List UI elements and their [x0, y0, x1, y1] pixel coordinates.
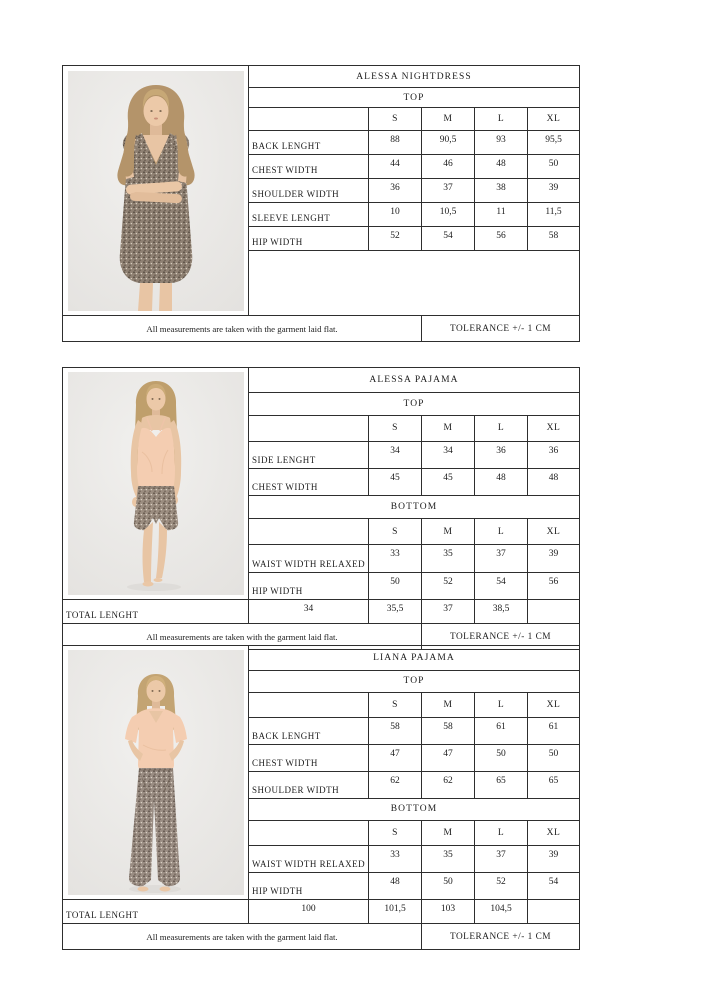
section-header: BOTTOM — [249, 496, 580, 519]
measurement-value: 52 — [369, 227, 422, 251]
size-header: M — [422, 820, 475, 846]
size-header: XL — [528, 820, 580, 846]
size-table — [62, 367, 580, 650]
measurement-value: 34 — [249, 600, 369, 624]
measurement-value: 36 — [475, 441, 528, 468]
measurement-value: 58 — [528, 227, 580, 251]
measurement-value: 33 — [369, 545, 422, 572]
measurement-value: 39 — [528, 846, 580, 873]
measurement-value: 10 — [369, 203, 422, 227]
measurement-value: 50 — [528, 155, 580, 179]
measurement-label: CHEST WIDTH — [249, 469, 369, 496]
section-header: BOTTOM — [249, 798, 580, 820]
measurement-label: TOTAL LENGHT — [63, 900, 249, 924]
measurement-value: 46 — [422, 155, 475, 179]
measurement-label: BACK LENGHT — [249, 718, 369, 745]
measurement-value: 39 — [528, 179, 580, 203]
section-header: TOP — [249, 670, 580, 692]
measurement-value: 93 — [475, 131, 528, 155]
tolerance-note: TOLERANCE +/- 1 CM — [422, 924, 580, 950]
measurement-value: 62 — [422, 771, 475, 798]
measurement-value: 58 — [422, 718, 475, 745]
size-header: XL — [528, 108, 580, 131]
table-row — [63, 900, 580, 924]
measurement-value: 39 — [528, 545, 580, 572]
measurement-value: 61 — [528, 718, 580, 745]
size-header: L — [475, 519, 528, 545]
size-header: L — [475, 108, 528, 131]
measurement-value: 54 — [475, 572, 528, 599]
empty-cell — [249, 108, 369, 131]
measurement-value: 50 — [528, 745, 580, 772]
table-row — [63, 368, 580, 393]
size-table — [62, 65, 580, 342]
size-header: M — [422, 108, 475, 131]
size-header: S — [369, 692, 422, 718]
measurement-value: 50 — [422, 873, 475, 900]
measurement-label: SLEEVE LENGHT — [249, 203, 369, 227]
measurement-note: All measurements are taken with the garment laid flat. — [63, 624, 422, 650]
measurement-value: 38 — [475, 179, 528, 203]
measurement-value: 50 — [369, 572, 422, 599]
model-illustration — [68, 372, 244, 595]
measurement-label: CHEST WIDTH — [249, 155, 369, 179]
measurement-label: HIP WIDTH — [249, 227, 369, 251]
measurement-value: 35 — [422, 846, 475, 873]
measurement-value: 95,5 — [528, 131, 580, 155]
measurement-value: 65 — [528, 771, 580, 798]
measurement-label: TOTAL LENGHT — [63, 600, 249, 624]
measurement-value: 100 — [249, 900, 369, 924]
measurement-label: HIP WIDTH — [249, 572, 369, 599]
measurement-label: WAIST WIDTH RELAXED — [249, 545, 369, 572]
size-header: XL — [528, 519, 580, 545]
measurement-value: 101,5 — [369, 900, 422, 924]
section-header: TOP — [249, 393, 580, 416]
size-header: L — [475, 820, 528, 846]
size-header: XL — [528, 692, 580, 718]
measurement-value: 48 — [475, 155, 528, 179]
size-header: L — [475, 415, 528, 441]
table-row — [63, 600, 580, 624]
empty-cell — [249, 519, 369, 545]
size-header: M — [422, 519, 475, 545]
measurement-value: 34 — [369, 441, 422, 468]
measurement-value: 36 — [528, 441, 580, 468]
measurement-note: All measurements are taken with the garment laid flat. — [63, 316, 422, 342]
measurement-value: 37 — [475, 846, 528, 873]
size-header: L — [475, 692, 528, 718]
size-header: M — [422, 692, 475, 718]
measurement-value: 88 — [369, 131, 422, 155]
measurement-label: WAIST WIDTH RELAXED — [249, 846, 369, 873]
size-header: S — [369, 415, 422, 441]
measurement-value: 11,5 — [528, 203, 580, 227]
measurement-value: 34 — [422, 441, 475, 468]
measurement-value: 35 — [422, 545, 475, 572]
measurement-value: 50 — [475, 745, 528, 772]
measurement-value: 54 — [528, 873, 580, 900]
measurement-label: HIP WIDTH — [249, 873, 369, 900]
table-row — [63, 316, 580, 342]
measurement-value: 37 — [422, 600, 475, 624]
size-header: S — [369, 820, 422, 846]
table-row — [63, 924, 580, 950]
measurement-value: 37 — [475, 545, 528, 572]
measurement-value: 45 — [422, 469, 475, 496]
empty-cell — [249, 415, 369, 441]
size-header: M — [422, 415, 475, 441]
tolerance-note: TOLERANCE +/- 1 CM — [422, 316, 580, 342]
measurement-value: 54 — [422, 227, 475, 251]
measurement-label: SHOULDER WIDTH — [249, 179, 369, 203]
measurement-label: CHEST WIDTH — [249, 745, 369, 772]
product-title: LIANA PAJAMA — [249, 646, 580, 671]
measurement-value: 44 — [369, 155, 422, 179]
product-block-alessa-nightdress — [62, 65, 579, 342]
measurement-value: 35,5 — [369, 600, 422, 624]
size-table — [62, 645, 580, 950]
size-header: S — [369, 519, 422, 545]
measurement-value: 52 — [422, 572, 475, 599]
measurement-value: 65 — [475, 771, 528, 798]
measurement-label: SHOULDER WIDTH — [249, 771, 369, 798]
measurement-value: 10,5 — [422, 203, 475, 227]
empty-cell — [249, 820, 369, 846]
measurement-note: All measurements are taken with the garment laid flat. — [63, 924, 422, 950]
measurement-value: 37 — [422, 179, 475, 203]
measurement-value: 48 — [475, 469, 528, 496]
product-photo — [63, 368, 249, 600]
empty-cell — [249, 692, 369, 718]
measurement-value: 36 — [369, 179, 422, 203]
table-row — [63, 646, 580, 671]
measurement-value: 45 — [369, 469, 422, 496]
measurement-value: 56 — [528, 572, 580, 599]
product-block-liana-pajama — [62, 645, 579, 942]
measurement-value: 11 — [475, 203, 528, 227]
empty-cell — [249, 251, 580, 316]
tolerance-note: TOLERANCE +/- 1 CM — [422, 624, 580, 650]
section-header: TOP — [249, 88, 580, 108]
measurement-value: 58 — [369, 718, 422, 745]
product-photo — [63, 646, 249, 900]
measurement-value: 48 — [528, 469, 580, 496]
product-block-alessa-pajama — [62, 367, 579, 642]
measurement-value: 38,5 — [475, 600, 528, 624]
measurement-value: 33 — [369, 846, 422, 873]
measurement-value: 90,5 — [422, 131, 475, 155]
measurement-value: 56 — [475, 227, 528, 251]
size-header: S — [369, 108, 422, 131]
product-photo — [63, 66, 249, 316]
measurement-value: 103 — [422, 900, 475, 924]
product-title: ALESSA PAJAMA — [249, 368, 580, 393]
product-title: ALESSA NIGHTDRESS — [249, 66, 580, 88]
measurement-label: SIDE LENGHT — [249, 441, 369, 468]
measurement-value: 48 — [369, 873, 422, 900]
size-header: XL — [528, 415, 580, 441]
measurement-value: 61 — [475, 718, 528, 745]
measurement-value: 47 — [369, 745, 422, 772]
model-illustration — [68, 650, 244, 895]
measurement-value: 47 — [422, 745, 475, 772]
measurement-label: BACK LENGHT — [249, 131, 369, 155]
measurement-value: 52 — [475, 873, 528, 900]
table-row — [63, 66, 580, 88]
measurement-value: 62 — [369, 771, 422, 798]
measurement-value: 104,5 — [475, 900, 528, 924]
model-illustration — [68, 71, 244, 311]
